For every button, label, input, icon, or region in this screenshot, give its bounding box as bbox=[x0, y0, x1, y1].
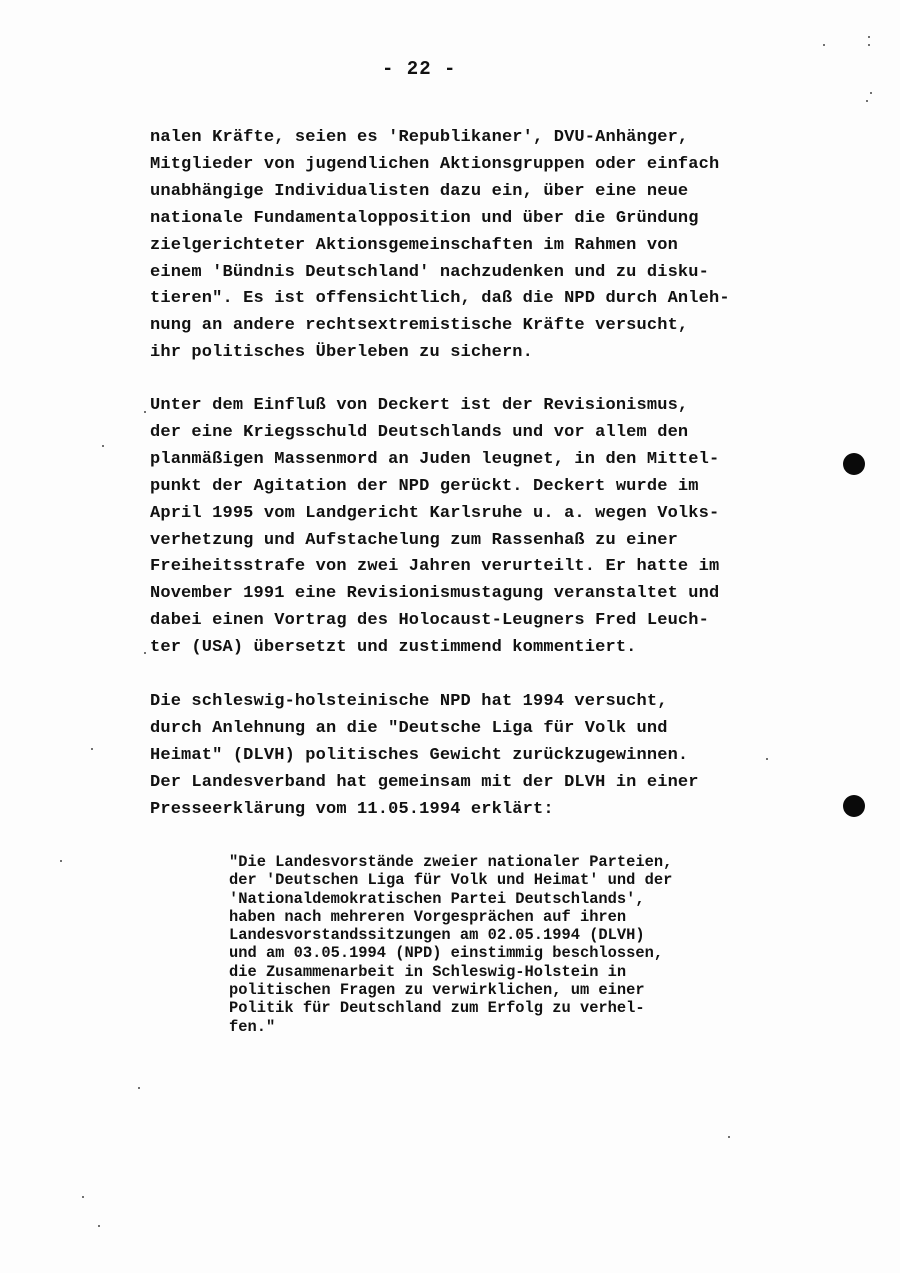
quote-line: haben nach mehreren Vorgesprächen auf ihren bbox=[229, 907, 627, 926]
quote-line: Politik für Deutschland zum Erfolg zu verhel- bbox=[229, 999, 645, 1018]
text-line: nung an andere rechtsextremistische Kräfte versucht, bbox=[150, 316, 689, 336]
paragraph-2 bbox=[150, 393, 790, 662]
text-line: Freiheitsstrafe von zwei Jahren verurteilt. Er hatte im bbox=[150, 557, 720, 577]
text-line: Unter dem Einfluß von Deckert ist der Revisionismus, bbox=[150, 396, 689, 415]
scan-speck bbox=[138, 1087, 140, 1089]
scan-speck bbox=[98, 1225, 100, 1227]
text-line: durch Anlehnung an die "Deutsche Liga für Volk und bbox=[150, 718, 668, 738]
scan-speck bbox=[868, 44, 870, 46]
quote-line: "Die Landesvorstände zweier nationaler Parteien, bbox=[229, 853, 673, 871]
text-line: unabhängige Individualisten dazu ein, über eine neue bbox=[150, 181, 689, 201]
quote-line: politischen Fragen zu verwirklichen, um einer bbox=[229, 981, 645, 1000]
scan-speck bbox=[82, 1196, 84, 1198]
text-line: Der Landesverband hat gemeinsam mit der DLVH in einer bbox=[150, 772, 699, 792]
text-line: tieren". Es ist offensichtlich, daß die NPD durch Anleh- bbox=[150, 289, 730, 309]
text-line: Die schleswig-holsteinische NPD hat 1994 versucht, bbox=[150, 692, 668, 711]
text-line: zielgerichteter Aktionsgemeinschaften im Rahmen von bbox=[150, 235, 678, 255]
text-line: November 1991 eine Revisionismustagung veranstaltet und bbox=[150, 584, 720, 604]
scan-speck bbox=[868, 36, 870, 38]
quote-line: fen." bbox=[229, 1017, 276, 1036]
paragraph-3 bbox=[150, 689, 790, 824]
text-line: nationale Fundamentalopposition und über die Gründung bbox=[150, 208, 699, 228]
margin-bullet-mark bbox=[843, 795, 865, 817]
quote-line: der 'Deutschen Liga für Volk und Heimat' und der bbox=[229, 871, 673, 890]
quote-line: 'Nationaldemokratischen Partei Deutschlands', bbox=[229, 889, 645, 908]
text-line: Presseerklärung vom 11.05.1994 erklärt: bbox=[150, 799, 554, 819]
text-line: ihr politisches Überleben zu sichern. bbox=[150, 343, 534, 363]
page-number: - 22 - bbox=[382, 58, 457, 80]
text-line: verhetzung und Aufstachelung zum Rassenhaß zu einer bbox=[150, 530, 678, 550]
scan-speck bbox=[866, 100, 868, 102]
scan-speck bbox=[823, 44, 825, 46]
margin-bullet-mark bbox=[843, 453, 865, 475]
quote-line: und am 03.05.1994 (NPD) einstimmig beschlossen, bbox=[229, 944, 664, 963]
scan-speck bbox=[144, 652, 146, 654]
text-line: der eine Kriegsschuld Deutschlands und vor allem den bbox=[150, 422, 689, 442]
text-line: nalen Kräfte, seien es 'Republikaner', DVU-Anhänger, bbox=[150, 128, 689, 147]
scan-speck bbox=[766, 758, 768, 760]
scan-speck bbox=[102, 445, 104, 447]
text-line: Heimat" (DLVH) politisches Gewicht zurückzugewinnen. bbox=[150, 745, 689, 765]
paragraph-1 bbox=[150, 125, 790, 367]
text-line: ter (USA) übersetzt und zustimmend kommentiert. bbox=[150, 638, 637, 658]
scan-speck bbox=[144, 411, 146, 413]
scan-speck bbox=[870, 92, 872, 94]
text-line: planmäßigen Massenmord an Juden leugnet, in den Mittel- bbox=[150, 449, 720, 469]
quote-line: Landesvorstandssitzungen am 02.05.1994 (DLVH) bbox=[229, 926, 645, 945]
text-line: Mitglieder von jugendlichen Aktionsgruppen oder einfach bbox=[150, 154, 720, 174]
scan-speck bbox=[91, 748, 93, 750]
quote-line: die Zusammenarbeit in Schleswig-Holstein in bbox=[229, 962, 627, 981]
text-line: April 1995 vom Landgericht Karlsruhe u. a. wegen Volks- bbox=[150, 503, 720, 523]
scan-speck bbox=[60, 860, 62, 862]
text-line: einem 'Bündnis Deutschland' nachzudenken und zu disku- bbox=[150, 262, 709, 282]
block-quote bbox=[229, 853, 789, 1036]
text-line: punkt der Agitation der NPD gerückt. Deckert wurde im bbox=[150, 476, 699, 496]
text-line: dabei einen Vortrag des Holocaust-Leugners Fred Leuch- bbox=[150, 611, 709, 631]
scan-speck bbox=[728, 1136, 730, 1138]
